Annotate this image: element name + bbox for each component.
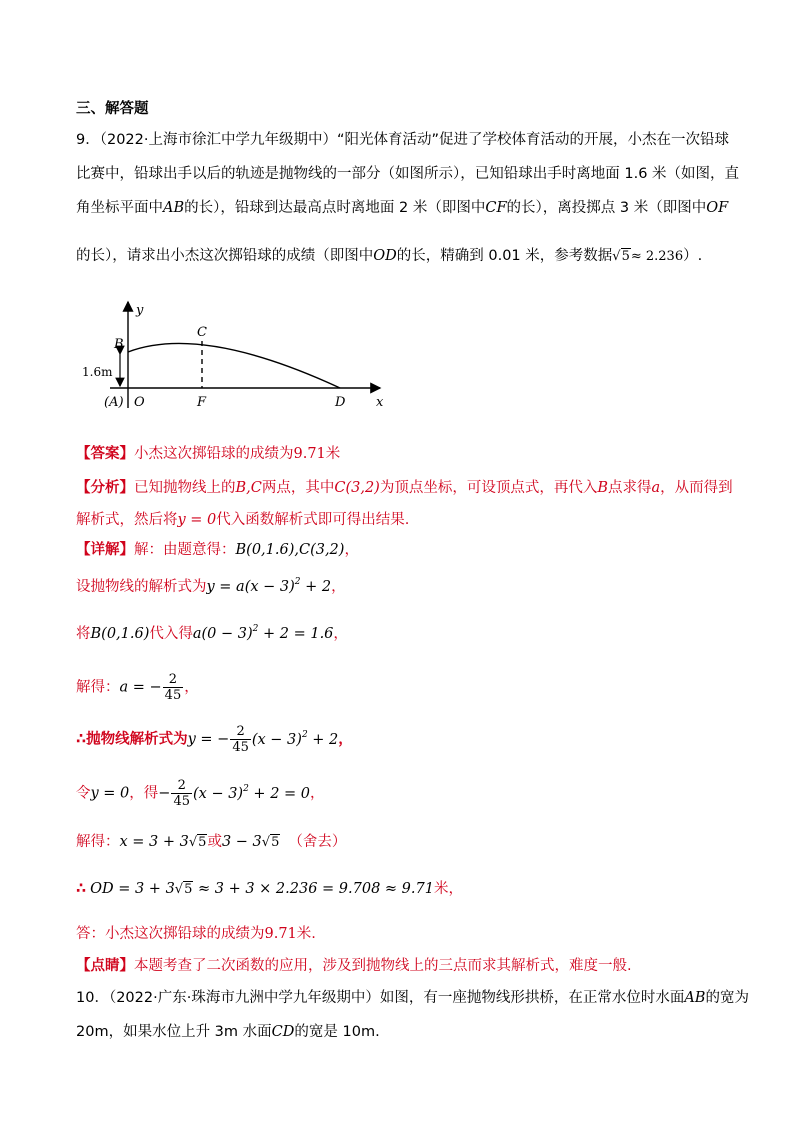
label-a: (A) [104, 395, 124, 410]
detail-step7: 解得：x = 3 + 3√5或3 − 3√5 （舍去） [76, 834, 347, 850]
label-c: C [197, 325, 207, 340]
q9-line4: 的长），请求出小杰这次掷铅球的成绩（即图中OD的长，精确到 0.01 米，参考数据√5≈ 2.236）. [76, 248, 703, 264]
analysis-line1: 【分析】已知抛物线上的B,C两点，其中C(3,2)为顶点坐标，可设顶点式，再代入B点求得a，从而得到 [76, 480, 733, 496]
label-f: F [197, 395, 207, 410]
q9-line1: 9．（2022·上海市徐汇中学九年级期中）“阳光体育活动”促进了学校体育活动的开展，小杰在一次铅球 [76, 132, 730, 148]
q10-line2: 20m，如果水位上升 3m 水面CD的宽是 10m. [76, 1024, 380, 1040]
analysis-line2: 解析式，然后将y = 0代入函数解析式即可得出结果. [76, 512, 410, 528]
detail-step2: 设抛物线的解析式为$y = a(x - 3)^2 + 2$， [76, 577, 346, 595]
parabola-curve [128, 343, 340, 388]
detail-step5: ∴抛物线解析式为y = − $\frac{2}{45}$ $(x - 3)^2 + 2$， [76, 724, 353, 755]
label-x: x [376, 395, 384, 410]
detail-step4: 解得：a = − $\frac{2}{45}$ ， [76, 672, 199, 703]
label-o: O [134, 395, 145, 410]
detail-step3: 将B(0,1.6)代入得$a(0 - 3)^2 + 2 = 1.6$， [76, 624, 348, 642]
detail-step6: 令y = 0，得− $\frac{2}{45}$ $(x - 3)^2 + 2 = 0$， [76, 778, 325, 809]
section-title: 三、解答题 [76, 101, 149, 117]
q10-line1: 10．（2022·广东·珠海市九洲中学九年级期中）如图，有一座抛物线形拱桥，在正常水位时水面AB的宽为 [76, 990, 749, 1006]
label-h: 1.6m [82, 365, 113, 379]
answer-line: 【答案】小杰这次掷铅球的成绩为9.71米 [76, 446, 341, 462]
detail-answer: 答：小杰这次掷铅球的成绩为9.71米. [76, 926, 316, 942]
q9-line3: 角坐标平面中AB的长），铅球到达最高点时离地面 2 米（即图中CF的长），离投掷点 3 米（即图中OF [76, 200, 729, 216]
q9-line2: 比赛中，铅球出手以后的轨迹是抛物线的一部分（如图所示），已知铅球出手时离地面 1.6 米（如图，直 [76, 166, 740, 182]
detail-step8: ∴ OD = 3 + 3√5 ≈ 3 + 3 × 2.236 = 9.708 ≈ 9.71米， [76, 881, 463, 897]
label-y: y [136, 303, 144, 318]
comment-line: 【点睛】本题考查了二次函数的应用，涉及到抛物线上的三点而求其解析式，难度一般. [76, 958, 632, 974]
label-d: D [335, 395, 346, 410]
detail-line1: 【详解】解：由题意得：B(0,1.6),C(3,2)， [76, 542, 359, 558]
label-b: B [114, 337, 124, 352]
sqrt5: √5 [612, 249, 630, 264]
parabola-figure [80, 296, 390, 412]
